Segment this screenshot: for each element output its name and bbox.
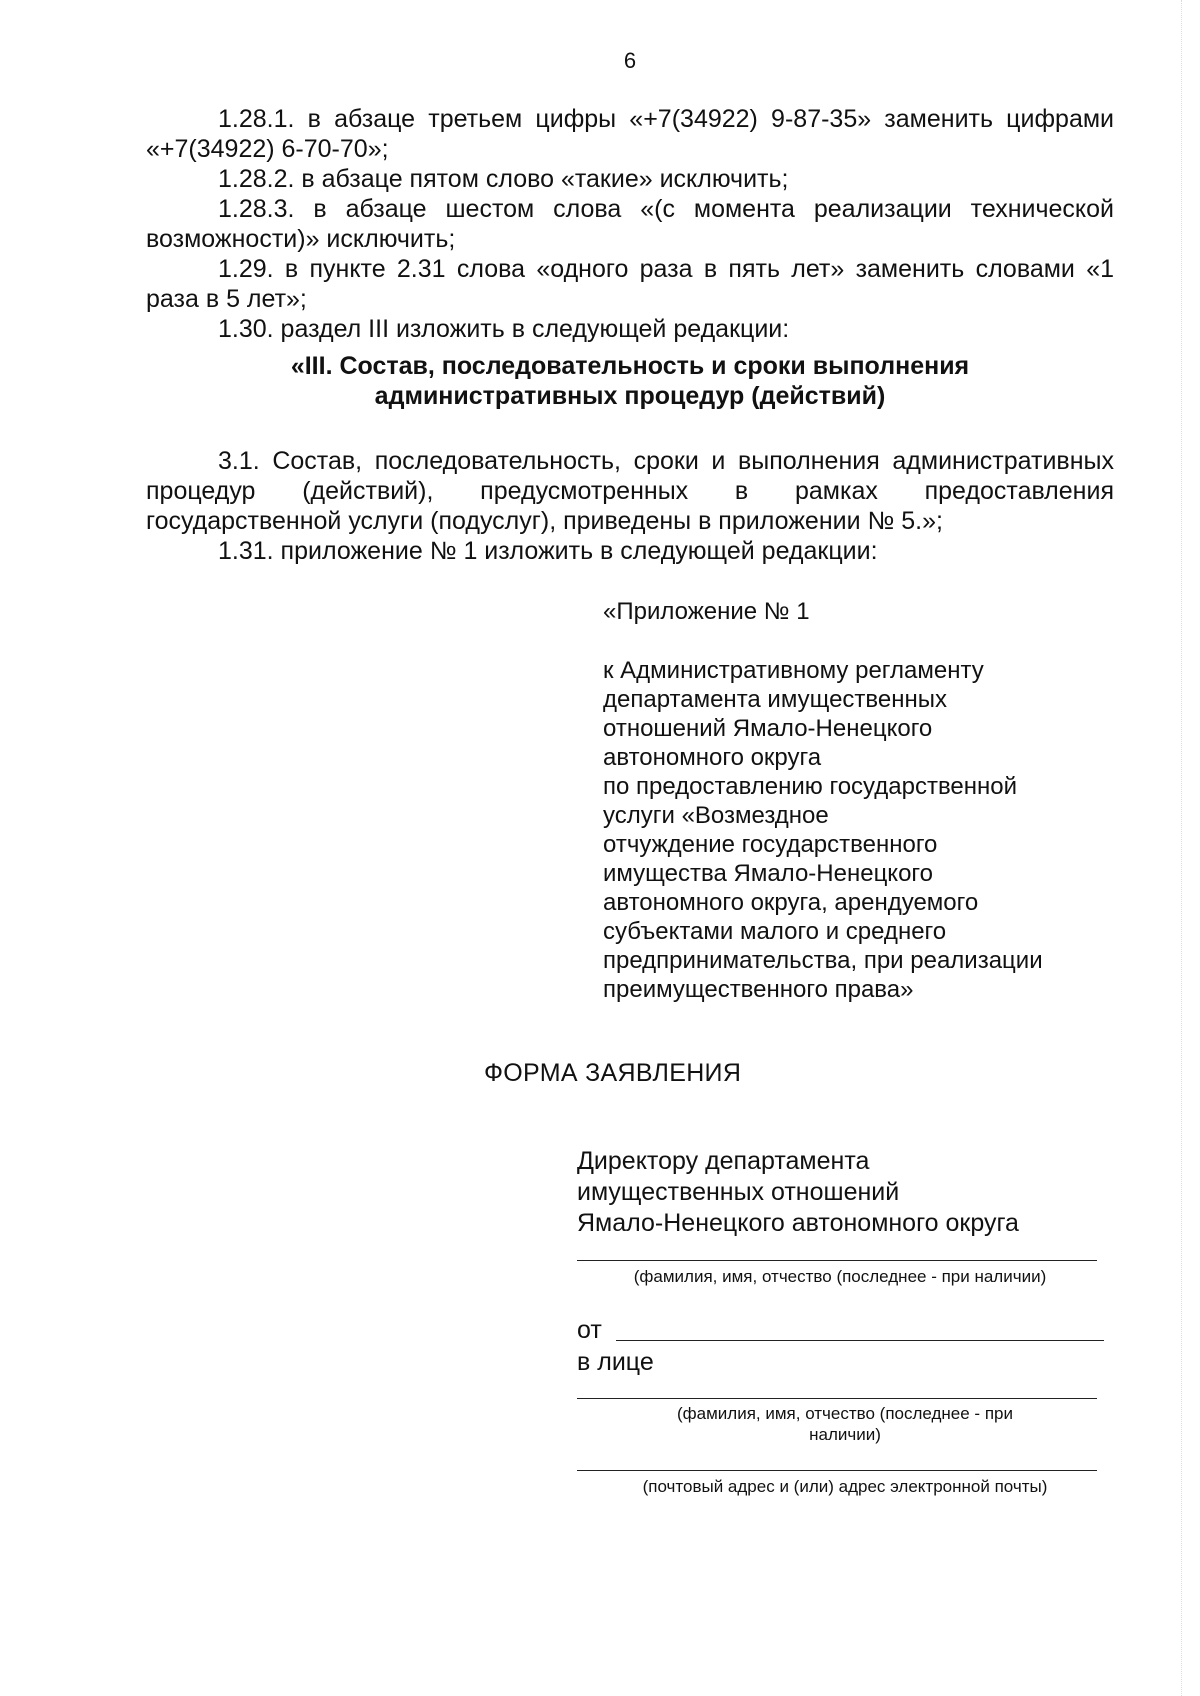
addressee-line: имущественных отношений bbox=[577, 1178, 900, 1206]
form-title: ФОРМА ЗАЯВЛЕНИЯ bbox=[484, 1059, 742, 1087]
amendment-1-29: 1.29. в пункте 2.31 слова «одного раза в пять лет» заменить словами «1 раза в 5 лет»; bbox=[146, 255, 1114, 313]
appendix-line: отношений Ямало-Ненецкого bbox=[603, 715, 933, 742]
appendix-line: имущества Ямало-Ненецкого bbox=[603, 860, 933, 887]
addressee-line: Директору департамента bbox=[577, 1147, 870, 1175]
representative-fill-line[interactable] bbox=[577, 1398, 1097, 1399]
amendment-1-30: 1.30. раздел III изложить в следующей редакции: bbox=[218, 315, 790, 343]
appendix-line: предпринимательства, при реализации bbox=[603, 947, 1043, 974]
appendix-line: отчуждение государственного bbox=[603, 831, 938, 858]
fio-caption-2: (фамилия, имя, отчество (последнее - при наличии) bbox=[677, 1404, 1013, 1444]
appendix-line: департамента имущественных bbox=[603, 686, 948, 713]
clause-3-1: 3.1. Состав, последовательность, сроки и выполнения административных процедур (действий), предусмотренных в рамках предоставления государственной услуги (подуслуг), приведены в приложении № 5.»; bbox=[146, 447, 1114, 535]
amendment-1-28-1: 1.28.1. в абзаце третьем цифры «+7(34922) 9-87-35» заменить цифрами «+7(34922) 6-70-70»; bbox=[146, 105, 1114, 163]
addressee-block bbox=[577, 1146, 1019, 1239]
page-number: 6 bbox=[623, 48, 637, 73]
fio-caption-1: (фамилия, имя, отчество (последнее - при наличии) bbox=[633, 1267, 1047, 1286]
from-fill-line[interactable] bbox=[616, 1340, 1104, 1341]
appendix-line: автономного округа, арендуемого bbox=[603, 889, 979, 916]
address-fill-line[interactable] bbox=[577, 1470, 1097, 1471]
appendix-line: преимущественного права» bbox=[603, 976, 914, 1003]
clause-block bbox=[146, 446, 1114, 566]
appendix-line: услуги «Возмездное bbox=[603, 802, 829, 829]
amendment-1-31: 1.31. приложение № 1 изложить в следующей редакции: bbox=[218, 537, 878, 565]
appendix-line: по предоставлению государственной bbox=[603, 773, 1018, 800]
addressee-line: Ямало-Ненецкого автономного округа bbox=[577, 1209, 1019, 1237]
from-label: от bbox=[577, 1316, 602, 1344]
appendix-line: автономного округа bbox=[603, 744, 822, 771]
in-person-label: в лице bbox=[577, 1348, 654, 1376]
section-heading-line-2: административных процедур (действий) bbox=[374, 382, 886, 410]
amendments-block bbox=[146, 104, 1114, 344]
amendment-1-28-2: 1.28.2. в абзаце пятом слово «такие» исключить; bbox=[218, 165, 789, 193]
section-heading bbox=[146, 351, 1114, 411]
appendix-title: «Приложение № 1 bbox=[603, 598, 810, 625]
appendix-header bbox=[603, 597, 1123, 1004]
scan-margin-edge bbox=[1180, 0, 1182, 1696]
amendment-1-28-3: 1.28.3. в абзаце шестом слова «(с момента реализации технической возможности)» исключить; bbox=[146, 195, 1114, 253]
fio-fill-line[interactable] bbox=[577, 1260, 1097, 1261]
address-caption: (почтовый адрес и (или) адрес электронной почты) bbox=[642, 1477, 1048, 1496]
appendix-line: субъектами малого и среднего bbox=[603, 918, 947, 945]
appendix-line: к Административному регламенту bbox=[603, 657, 984, 684]
section-heading-line-1: «III. Состав, последовательность и сроки выполнения bbox=[290, 352, 970, 380]
